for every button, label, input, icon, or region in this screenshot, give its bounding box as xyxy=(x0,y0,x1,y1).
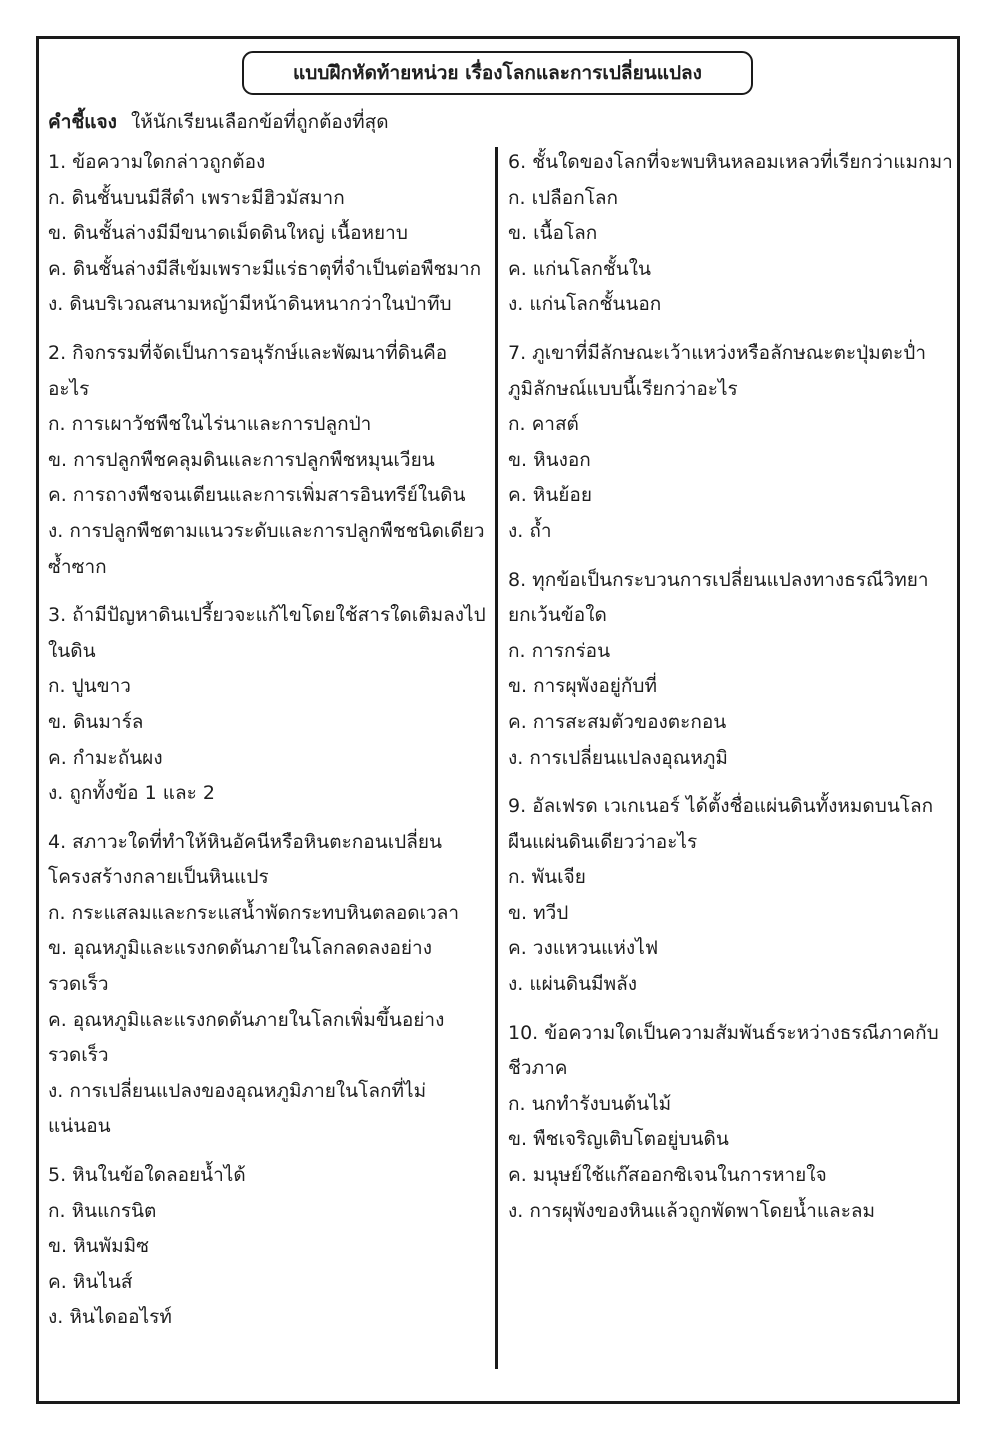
left-column xyxy=(48,145,488,1349)
question-text: 1. ข้อความใดกล่าวถูกต้อง xyxy=(48,151,266,173)
question-text: 4. สภาวะใดที่ทำให้หินอัคนีหรือหินตะกอนเปลี่ยน xyxy=(48,830,443,853)
question-3 xyxy=(48,598,488,812)
question-text: ภูมิลักษณ์แบบนี้เรียกว่าอะไร xyxy=(508,377,738,400)
instructions-label: คำชี้แจง xyxy=(48,111,117,133)
option-continuation[interactable]: ซ้ำซาก xyxy=(48,555,107,578)
option[interactable]: ค. หินย้อย xyxy=(508,484,592,507)
option[interactable]: ก. ดินชั้นบนมีสีดำ เพราะมีฮิวมัสมาก xyxy=(48,186,345,209)
question-text: ยกเว้นข้อใด xyxy=(508,604,607,627)
question-text: 8. ทุกข้อเป็นกระบวนการเปลี่ยนแปลงทางธรณีวิทยา xyxy=(508,568,929,591)
question-text: 2. กิจกรรมที่จัดเป็นการอนุรักษ์และพัฒนาที่ดินคือ xyxy=(48,341,448,364)
option[interactable]: ข. ดินชั้นล่างมีมีขนาดเม็ดดินใหญ่ เนื้อหยาบ xyxy=(48,222,408,245)
question-2 xyxy=(48,336,488,585)
option[interactable]: ก. เปลือกโลก xyxy=(508,186,619,209)
instructions xyxy=(48,107,389,137)
question-text: 6. ชั้นใดของโลกที่จะพบหินหลอมเหลวที่เรียกว่าแมกมา xyxy=(508,151,953,173)
question-5 xyxy=(48,1158,488,1336)
question-text: ชีวภาค xyxy=(508,1057,568,1080)
question-text: ผืนแผ่นดินเดียวว่าอะไร xyxy=(508,830,698,853)
question-text: 9. อัลเฟรด เวเกเนอร์ ได้ตั้งชื่อแผ่นดินทั้งหมดบนโลก xyxy=(508,795,934,818)
question-7 xyxy=(508,336,954,550)
question-8 xyxy=(508,563,954,777)
option[interactable]: ค. อุณหภูมิและแรงกดดันภายในโลกเพิ่มขึ้นอย่าง xyxy=(48,1008,445,1031)
option[interactable]: ข. ดินมาร์ล xyxy=(48,710,144,733)
column-divider xyxy=(495,147,498,1369)
option[interactable]: ง. ถูกทั้งข้อ 1 และ 2 xyxy=(48,782,215,805)
option[interactable]: ค. แก่นโลกชั้นใน xyxy=(508,257,652,280)
option[interactable]: ง. ดินบริเวณสนามหญ้ามีหน้าดินหนากว่าในป่าทึบ xyxy=(48,293,452,316)
option[interactable]: ข. อุณหภูมิและแรงกดดันภายในโลกลดลงอย่าง xyxy=(48,937,433,960)
option[interactable]: ข. พืชเจริญเติบโตอยู่บนดิน xyxy=(508,1128,729,1151)
option[interactable]: ข. การปลูกพืชคลุมดินและการปลูกพืชหมุนเวียน xyxy=(48,448,435,471)
instructions-text: ให้นักเรียนเลือกข้อที่ถูกต้องที่สุด xyxy=(130,111,389,133)
question-text: ในดิน xyxy=(48,639,96,662)
option[interactable]: ง. แก่นโลกชั้นนอก xyxy=(508,293,662,316)
question-text: 5. หินในข้อใดลอยน้ำได้ xyxy=(48,1164,246,1187)
option[interactable]: ค. มนุษย์ใช้แก๊สออกซิเจนในการหายใจ xyxy=(508,1164,827,1187)
question-4 xyxy=(48,825,488,1145)
option-continuation[interactable]: แน่นอน xyxy=(48,1115,111,1138)
option-continuation[interactable]: รวดเร็ว xyxy=(48,973,109,996)
question-text: โครงสร้างกลายเป็นหินแปร xyxy=(48,866,269,889)
option[interactable]: ก. การเผาวัชพืชในไร่นาและการปลูกป่า xyxy=(48,413,372,436)
option[interactable]: ค. การถางพืชจนเตียนและการเพิ่มสารอินทรีย์ในดิน xyxy=(48,484,466,507)
option[interactable]: ง. ถ้ำ xyxy=(508,519,552,542)
option[interactable]: ก. พันเจีย xyxy=(508,866,586,889)
option[interactable]: ง. การเปลี่ยนแปลงอุณหภูมิ xyxy=(508,746,728,769)
option[interactable]: ข. เนื้อโลก xyxy=(508,222,598,245)
question-text: 3. ถ้ามีปัญหาดินเปรี้ยวจะแก้ไขโดยใช้สารใดเติมลงไป xyxy=(48,604,486,627)
option[interactable]: ข. หินพัมมิซ xyxy=(48,1235,150,1258)
question-text: 10. ข้อความใดเป็นความสัมพันธ์ระหว่างธรณีภาคกับ xyxy=(508,1021,939,1044)
option[interactable]: ง. การเปลี่ยนแปลงของอุณหภูมิภายในโลกที่ไม่ xyxy=(48,1079,427,1102)
option[interactable]: ค. วงแหวนแห่งไฟ xyxy=(508,937,659,960)
option[interactable]: ข. ทวีป xyxy=(508,901,569,924)
question-1 xyxy=(48,145,488,323)
option[interactable]: ค. หินไนส์ xyxy=(48,1270,133,1293)
option[interactable]: ค. ดินชั้นล่างมีสีเข้มเพราะมีแร่ธาตุที่จำเป็นต่อพืชมาก xyxy=(48,257,482,280)
option[interactable]: ง. การปลูกพืชตามแนวระดับและการปลูกพืชชนิดเดียว xyxy=(48,519,485,542)
option[interactable]: ง. หินไดออไรท์ xyxy=(48,1306,172,1329)
option[interactable]: ก. หินแกรนิต xyxy=(48,1199,157,1222)
option[interactable]: ก. การกร่อน xyxy=(508,639,611,662)
option-continuation[interactable]: รวดเร็ว xyxy=(48,1044,109,1067)
question-6 xyxy=(508,145,954,323)
page-title: แบบฝึกหัดท้ายหน่วย เรื่องโลกและการเปลี่ยนแปลง xyxy=(242,51,753,95)
question-10 xyxy=(508,1016,954,1230)
option[interactable]: ง. แผ่นดินมีพลัง xyxy=(508,973,638,996)
option[interactable]: ข. การผุพังอยู่กับที่ xyxy=(508,675,658,698)
question-9 xyxy=(508,789,954,1003)
option[interactable]: ง. การผุพังของหินแล้วถูกพัดพาโดยน้ำและลม xyxy=(508,1199,876,1222)
right-column xyxy=(508,145,954,1242)
option[interactable]: ก. กระแสลมและกระแสน้ำพัดกระทบหินตลอดเวลา xyxy=(48,901,460,924)
option[interactable]: ก. นกทำรังบนต้นไม้ xyxy=(508,1092,672,1115)
question-text: 7. ภูเขาที่มีลักษณะเว้าแหว่งหรือลักษณะตะปุ่มตะป่ำ xyxy=(508,341,926,364)
question-text: อะไร xyxy=(48,377,90,400)
option[interactable]: ก. คาสต์ xyxy=(508,413,579,436)
option[interactable]: ค. การสะสมตัวของตะกอน xyxy=(508,710,727,733)
option[interactable]: ค. กำมะถันผง xyxy=(48,746,163,769)
option[interactable]: ข. หินงอก xyxy=(508,448,591,471)
option[interactable]: ก. ปูนขาว xyxy=(48,675,131,698)
